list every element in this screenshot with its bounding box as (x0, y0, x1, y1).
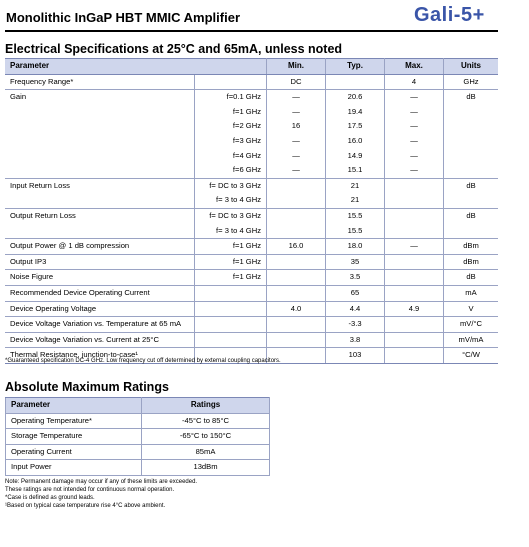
table-row (5, 149, 498, 164)
row-min (267, 285, 326, 301)
row-condition: f=1 GHz (195, 270, 267, 286)
row-max: — (385, 149, 444, 164)
row-condition: f=3 GHz (195, 134, 267, 149)
row-max: — (385, 119, 444, 134)
row-parameter: Input Return Loss (5, 178, 195, 193)
table-row (5, 301, 498, 317)
row-parameter (5, 105, 195, 120)
row-condition (195, 285, 267, 301)
spec-footnote: *Guaranteed specification DC-4 GHz. Low frequency cut off determined by external coupling capacitors. (5, 358, 281, 364)
row-min (267, 270, 326, 286)
row-typ: 16.0 (326, 134, 385, 149)
row-units: dB (444, 90, 499, 105)
page-title: Monolithic InGaP HBT MMIC Amplifier (6, 10, 240, 25)
row-units: mV/°C (444, 317, 499, 333)
row-max (385, 332, 444, 348)
table-row (5, 285, 498, 301)
table-row (5, 119, 498, 134)
row-min: — (267, 90, 326, 105)
row-typ: 15.5 (326, 208, 385, 223)
row-condition: f=0.1 GHz (195, 90, 267, 105)
row-condition: f=1 GHz (195, 239, 267, 255)
table-row (5, 163, 498, 178)
row-parameter (5, 119, 195, 134)
row-min: 16.0 (267, 239, 326, 255)
row-condition: f=1 GHz (195, 105, 267, 120)
row-typ: 17.5 (326, 119, 385, 134)
row-parameter: Device Operating Voltage (5, 301, 195, 317)
row-min (267, 254, 326, 270)
row-units: mV/mA (444, 332, 499, 348)
row-max: — (385, 90, 444, 105)
row-typ: 21 (326, 193, 385, 208)
row-units: dBm (444, 254, 499, 270)
table-row (6, 429, 270, 445)
table-row (6, 413, 270, 429)
row-max (385, 254, 444, 270)
row-units: mA (444, 285, 499, 301)
notes-block (5, 478, 197, 510)
table-row (5, 105, 498, 120)
abs-row-rating: -45°C to 85°C (142, 413, 270, 429)
row-min (267, 317, 326, 333)
table-row (6, 460, 270, 476)
row-typ: 15.1 (326, 163, 385, 178)
row-typ: 103 (326, 348, 385, 364)
row-condition: f=6 GHz (195, 163, 267, 178)
row-typ: 14.9 (326, 149, 385, 164)
row-typ (326, 74, 385, 90)
abs-header-parameter: Parameter (6, 398, 142, 414)
note-line: These ratings are not intended for continuous normal operation. (5, 487, 175, 493)
row-parameter: Device Voltage Variation vs. Current at 25°C (5, 332, 195, 348)
row-parameter: Gain (5, 90, 195, 105)
table-row (5, 74, 498, 90)
row-max (385, 178, 444, 193)
row-typ: -3.3 (326, 317, 385, 333)
row-condition (195, 317, 267, 333)
abs-header-ratings: Ratings (142, 398, 270, 414)
row-max: — (385, 239, 444, 255)
abs-row-parameter: Operating Temperature* (6, 413, 142, 429)
row-parameter: Output Return Loss (5, 208, 195, 223)
row-max (385, 224, 444, 239)
table-row (5, 134, 498, 149)
row-condition (195, 74, 267, 90)
table-row (5, 224, 498, 239)
row-min: — (267, 105, 326, 120)
table-row (5, 254, 498, 270)
row-units (444, 119, 499, 134)
table-row (5, 317, 498, 333)
header-min: Min. (267, 59, 326, 75)
note-line: *Case is defined as ground leads. (5, 495, 95, 501)
abs-row-parameter: Input Power (6, 460, 142, 476)
row-parameter (5, 224, 195, 239)
row-typ: 15.5 (326, 224, 385, 239)
row-max (385, 348, 444, 364)
spec-header-row (5, 59, 498, 75)
note-line: Note: Permanent damage may occur if any of these limits are exceeded. (5, 479, 198, 485)
row-max: — (385, 105, 444, 120)
note-line: ¹Based on typical case temperature rise 4°C above ambient. (5, 503, 166, 509)
abs-max-heading: Absolute Maximum Ratings (5, 380, 169, 394)
table-row (5, 332, 498, 348)
abs-row-parameter: Storage Temperature (6, 429, 142, 445)
row-parameter: Output IP3 (5, 254, 195, 270)
row-min: DC (267, 74, 326, 90)
row-max (385, 208, 444, 223)
electrical-spec-heading: Electrical Specifications at 25°C and 65mA, unless noted (5, 42, 343, 56)
row-typ: 18.0 (326, 239, 385, 255)
row-min (267, 193, 326, 208)
row-parameter (5, 149, 195, 164)
table-row (5, 270, 498, 286)
row-units: GHz (444, 74, 499, 90)
row-parameter: Recommended Device Operating Current (5, 285, 195, 301)
row-typ: 21 (326, 178, 385, 193)
row-condition: f=2 GHz (195, 119, 267, 134)
row-typ: 3.8 (326, 332, 385, 348)
row-min: — (267, 134, 326, 149)
row-condition (195, 301, 267, 317)
row-parameter: Thermal Resistance, junction-to-case¹ (5, 348, 195, 364)
row-min (267, 208, 326, 223)
row-typ: 3.5 (326, 270, 385, 286)
row-min: — (267, 163, 326, 178)
row-min: — (267, 149, 326, 164)
header-units: Units (444, 59, 499, 75)
row-typ: 65 (326, 285, 385, 301)
row-max: 4 (385, 74, 444, 90)
row-typ: 35 (326, 254, 385, 270)
row-units (444, 163, 499, 178)
title-divider (5, 30, 498, 32)
row-max: 4.9 (385, 301, 444, 317)
row-typ: 20.6 (326, 90, 385, 105)
row-max (385, 317, 444, 333)
abs-max-table (5, 397, 270, 476)
row-units: dBm (444, 239, 499, 255)
row-parameter (5, 163, 195, 178)
table-row (5, 178, 498, 193)
row-parameter (5, 134, 195, 149)
row-min (267, 332, 326, 348)
header-typ: Typ. (326, 59, 385, 75)
row-min: 16 (267, 119, 326, 134)
row-units: V (444, 301, 499, 317)
row-parameter: Noise Figure (5, 270, 195, 286)
header-max: Max. (385, 59, 444, 75)
row-condition: f= 3 to 4 GHz (195, 224, 267, 239)
row-parameter (5, 193, 195, 208)
row-units (444, 134, 499, 149)
row-units (444, 105, 499, 120)
row-units: dB (444, 208, 499, 223)
row-units (444, 193, 499, 208)
row-max: — (385, 163, 444, 178)
abs-header-row (6, 398, 270, 414)
table-row (5, 193, 498, 208)
row-condition: f= 3 to 4 GHz (195, 193, 267, 208)
row-max (385, 270, 444, 286)
row-typ: 4.4 (326, 301, 385, 317)
table-row (6, 444, 270, 460)
abs-row-rating: -65°C to 150°C (142, 429, 270, 445)
row-max: — (385, 134, 444, 149)
row-condition: f= DC to 3 GHz (195, 178, 267, 193)
row-min: 4.0 (267, 301, 326, 317)
brand-logo: Gali-5+ (414, 4, 485, 26)
row-condition: f= DC to 3 GHz (195, 208, 267, 223)
row-units (444, 149, 499, 164)
row-units (444, 224, 499, 239)
row-max (385, 193, 444, 208)
row-units: °C/W (444, 348, 499, 364)
table-row (5, 208, 498, 223)
row-parameter: Output Power @ 1 dB compression (5, 239, 195, 255)
electrical-spec-table (5, 58, 498, 364)
row-min (267, 224, 326, 239)
row-condition (195, 332, 267, 348)
table-row (5, 90, 498, 105)
row-typ: 19.4 (326, 105, 385, 120)
abs-row-parameter: Operating Current (6, 444, 142, 460)
row-units: dB (444, 178, 499, 193)
row-condition: f=4 GHz (195, 149, 267, 164)
header-parameter: Parameter (5, 59, 267, 75)
row-min (267, 178, 326, 193)
row-max (385, 285, 444, 301)
abs-row-rating: 13dBm (142, 460, 270, 476)
abs-row-rating: 85mA (142, 444, 270, 460)
table-row (5, 239, 498, 255)
row-condition: f=1 GHz (195, 254, 267, 270)
row-parameter: Device Voltage Variation vs. Temperature at 65 mA (5, 317, 195, 333)
row-units: dB (444, 270, 499, 286)
row-parameter: Frequency Range* (5, 74, 195, 90)
